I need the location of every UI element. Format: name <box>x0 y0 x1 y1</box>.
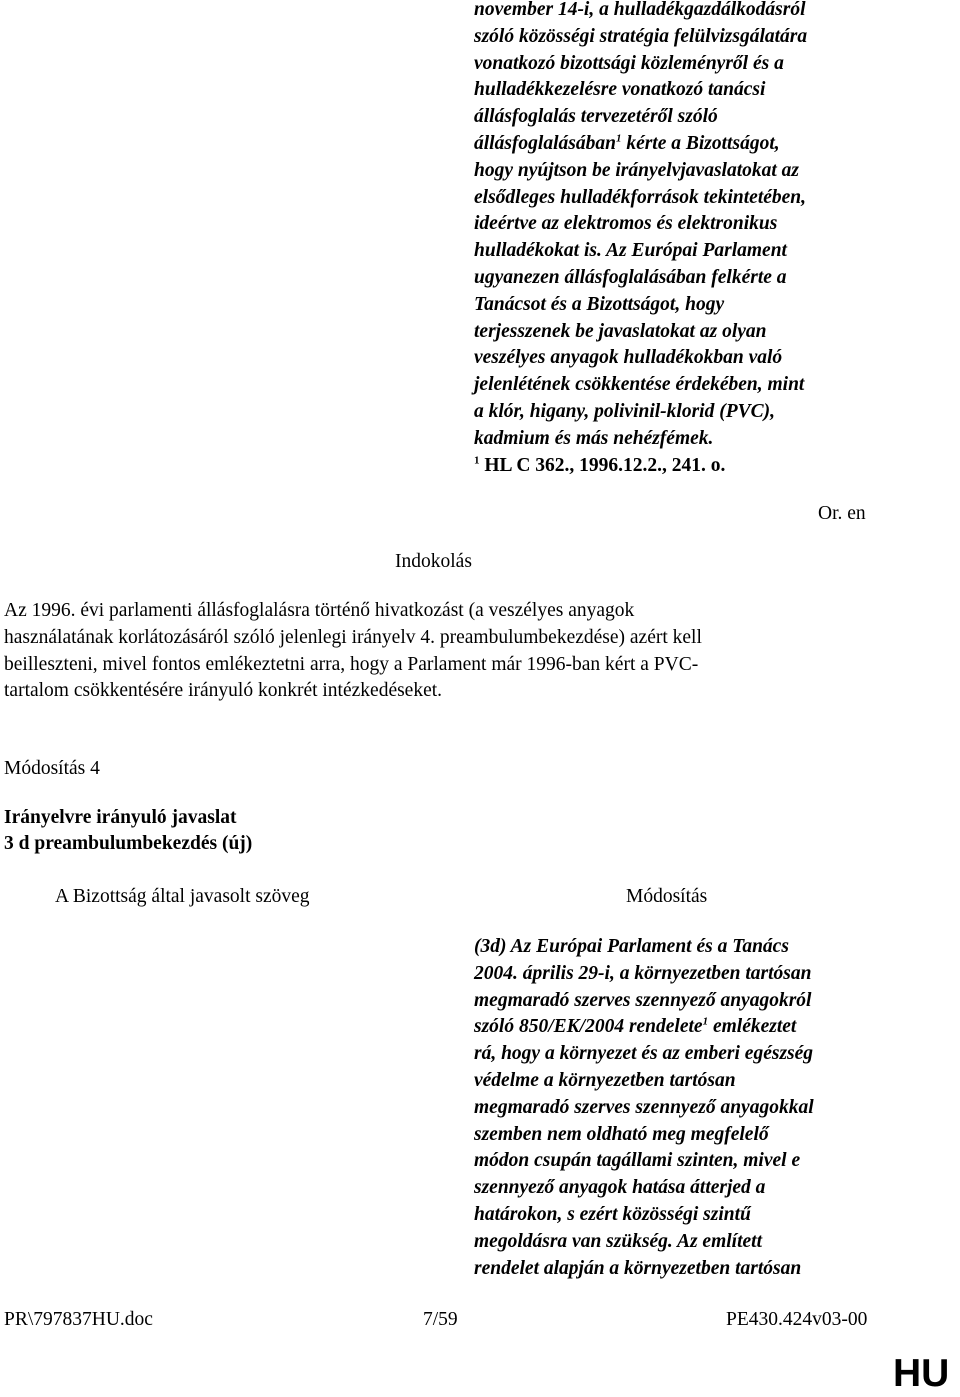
text-segment: jelenlétének csökkentése érdekében, mint <box>474 374 805 396</box>
text-segment: hulladékokat is. Az Európai Parlament <box>474 240 787 262</box>
text-segment: ugyanezen állásfoglalásában felkérte a <box>474 266 787 288</box>
text-segment: megmaradó szerves szennyező anyagokról <box>474 989 812 1011</box>
text-segment: hulladékkezelésre vonatkozó tanácsi <box>474 79 766 101</box>
column-header-amendment: Módosítás <box>626 886 708 907</box>
justification-line: használatának korlátozásáról szóló jelenlegi irányelv 4. preambulumbekezdése) azért kell <box>4 626 702 648</box>
text-segment: szemben nem oldható meg megfelelő <box>474 1123 769 1145</box>
text-line <box>474 934 814 961</box>
justification-line: beilleszteni, mivel fontos emlékeztetni arra, hogy a Parlament már 1996-ban kért a PVC- <box>4 653 699 675</box>
text-line <box>474 158 807 185</box>
footer-pe-reference: PE430.424v03-00 <box>726 1309 868 1330</box>
justification-text <box>4 598 702 705</box>
text-segment: november 14-i, a hulladékgazdálkodásról <box>474 0 806 20</box>
text-segment: Tanácsot és a Bizottságot, hogy <box>474 293 725 315</box>
text-line <box>474 131 807 158</box>
text-line <box>474 1202 814 1229</box>
amendment-title: Módosítás 4 <box>4 758 100 779</box>
text-line <box>474 1122 814 1149</box>
amendment-text-column <box>474 934 814 1282</box>
footer-page-number: 7/59 <box>423 1309 458 1330</box>
amendment-text-column-top <box>474 0 807 479</box>
footnote-reference: 1 <box>615 132 622 145</box>
text-line <box>474 372 807 399</box>
text-line <box>474 185 807 212</box>
text-line <box>474 961 814 988</box>
text-line <box>474 1148 814 1175</box>
text-segment: rendelet alapján a környezetben tartósan <box>474 1257 802 1279</box>
justification-line: Az 1996. évi parlamenti állásfoglalásra történő hivatkozást (a veszélyes anyagok <box>4 600 635 621</box>
text-segment: ideértve az elektromos és elektronikus <box>474 213 778 235</box>
text-segment: állásfoglalásában <box>474 132 616 154</box>
original-language: Or. en <box>818 503 866 524</box>
text-line <box>474 345 807 372</box>
text-line <box>474 1175 814 1202</box>
text-line <box>474 0 807 24</box>
column-header-commission-text: A Bizottság által javasolt szöveg <box>55 886 310 907</box>
footnote-text: HL C 362., 1996.12.2., 241. o. <box>479 454 726 476</box>
text-segment: rá, hogy a környezet és az emberi egészség <box>474 1043 814 1065</box>
text-line <box>474 51 807 78</box>
text-segment: kérte a Bizottságot, <box>621 132 780 154</box>
text-segment: módon csupán tagállami szinten, mivel e <box>474 1150 801 1172</box>
text-segment: terjesszenek be javaslatokat az olyan <box>474 320 767 342</box>
text-segment: vonatkozó bizottsági közleményről és a <box>474 52 784 74</box>
text-segment: a klór, higany, polivinil-klorid (PVC), <box>474 400 776 422</box>
text-line <box>474 24 807 51</box>
footnote-mark: 1 <box>474 454 480 467</box>
text-line <box>474 1095 814 1122</box>
text-segment: hogy nyújtson be irányelvjavaslatokat az <box>474 159 800 181</box>
amendment-subtitle-1: Irányelvre irányuló javaslat <box>4 807 237 828</box>
text-segment: emlékeztet <box>708 1016 797 1038</box>
amendment-text-lines <box>474 934 814 1282</box>
text-line <box>474 399 807 426</box>
text-segment: megmaradó szerves szennyező anyagokkal <box>474 1096 814 1118</box>
text-segment: határokon, s ezért közösségi szintű <box>474 1203 751 1225</box>
text-segment: megoldásra van szükség. Az említett <box>474 1230 762 1252</box>
amendment-text-lines <box>474 0 807 453</box>
text-line <box>474 104 807 131</box>
footnote <box>474 453 807 480</box>
text-line <box>474 1068 814 1095</box>
text-line <box>474 211 807 238</box>
footnote-reference: 1 <box>702 1015 709 1028</box>
text-segment: szóló 850/EK/2004 rendelete <box>474 1016 703 1038</box>
text-line <box>474 292 807 319</box>
text-line <box>474 988 814 1015</box>
text-segment: védelme a környezetben tartósan <box>474 1069 736 1091</box>
text-line <box>474 319 807 346</box>
text-segment: elsődleges hulladékforrások tekintetében, <box>474 186 807 208</box>
text-segment: (3d) Az Európai Parlament és a Tanács <box>474 936 789 957</box>
amendment-subtitle-2: 3 d preambulumbekezdés (új) <box>4 833 253 854</box>
justification-heading: Indokolás <box>395 551 472 572</box>
text-line <box>474 426 807 453</box>
text-segment: szennyező anyagok hatása átterjed a <box>474 1177 766 1199</box>
text-segment: szóló közösségi stratégia felülvizsgálatára <box>474 25 808 47</box>
footer-doc-reference: PR\797837HU.doc <box>4 1309 153 1330</box>
text-segment: állásfoglalás tervezetéről szóló <box>474 106 718 128</box>
text-line <box>474 1256 814 1283</box>
text-line <box>474 265 807 292</box>
text-segment: veszélyes anyagok hulladékokban való <box>474 347 783 369</box>
text-line <box>474 1041 814 1068</box>
justification-line: tartalom csökkentésére irányuló konkrét intézkedéseket. <box>4 680 443 702</box>
text-line <box>474 238 807 265</box>
text-segment: kadmium és más nehézfémek. <box>474 427 714 449</box>
text-line <box>474 1229 814 1256</box>
text-segment: 2004. április 29-i, a környezetben tartósan <box>474 962 812 984</box>
footer-language-code: HU <box>893 1352 950 1395</box>
text-line <box>474 1014 814 1041</box>
text-line <box>474 77 807 104</box>
